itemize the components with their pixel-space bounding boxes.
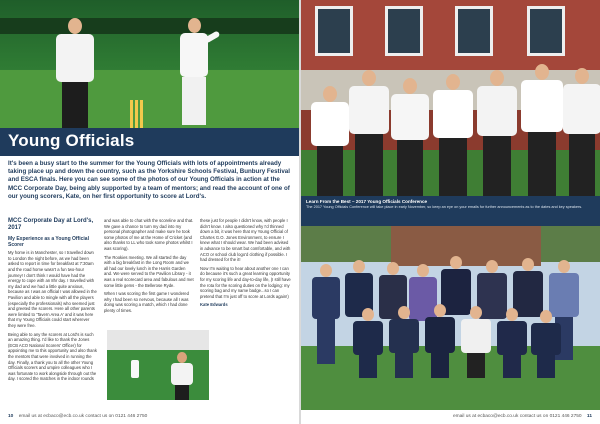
fielder-figure: [131, 360, 139, 378]
article-signature: Kate Edwards: [200, 302, 228, 308]
pavilion-facade: [301, 0, 600, 70]
official-figure: [519, 64, 565, 196]
intro-paragraph: It's been a busy start to the summer for the Young Officials with lots of appointments already taking place up and down the country, such as the Yorkshire Schools Festival, Bunbury Festival and ESCA finals. Here you can see some of the photos of our Young Officials in action at the MCC Corporate Day, being ably supported by a team of mentors; and read the account of one of our young scorers, Kate, on her first opportunity to score at Lord's.: [8, 160, 290, 200]
young-official-figure: [531, 310, 561, 378]
young-official-figure: [169, 352, 195, 400]
official-figure: [347, 70, 391, 196]
section-title-bar: [0, 128, 299, 156]
article-column-1: [8, 218, 98, 385]
advertising-boards: [0, 18, 299, 34]
lords-young-official-photo: [107, 330, 209, 400]
conference-caption-bar: [301, 196, 600, 226]
stand: [107, 330, 209, 350]
umpire-figure: [52, 12, 98, 128]
article-column-2: [104, 218, 194, 317]
mentor-figure: [311, 264, 341, 364]
footer-contact: email us at ecbaco@ecb.co.uk contact us on 0121 446 2750: [452, 414, 582, 419]
article-paragraph: and was able to chat with the scoreline and that. We gave a chance to turn my dad into my personal photographer and make sure he took some photos of me at the Home of Cricket (and also thanks to LL who took some photos whilst I was scoring).: [104, 218, 194, 251]
young-official-figure: [353, 308, 383, 378]
article-paragraph: Now I'm waiting to hear about another one I can do because it's such a great learning opportunity for my scoring life and day-to-day life, (I still have the rota for the scoring duties on the lodging: my scoring bag and my name badge...so I can pretend that I'm just off to score at Lords again!): [200, 265, 291, 299]
official-figure: [475, 70, 519, 196]
footer-contact: email us at ecbaco@ecb.co.uk contact us on 0121 446 2750: [18, 414, 148, 419]
article-heading: MCC Corporate Day at Lord's, 2017: [8, 218, 94, 232]
young-officials-group-photo: [301, 0, 600, 196]
page-number: 11: [586, 414, 592, 419]
article-column-3: [200, 218, 292, 311]
official-figure: [563, 68, 600, 196]
article-paragraph: When I was scoring the first game I wondered why I had been so nervous, because all I was doing was scoring a match, which I had done plenty of times.: [104, 291, 189, 313]
article-paragraph: The Rookies meeting. We all started the day with a big breakfast in the Long Room and we all had our lovely lunch in the Harris Garden and. We were served to the Pavilion Library - it was a real scorecard area and fabulous and met some little gems - the Bellerose Ryde.: [104, 254, 194, 288]
caption-title: Learn From the Best – 2017 Young Officials Conference: [306, 199, 428, 204]
mentors-group-photo: [301, 226, 600, 410]
official-figure: [309, 86, 351, 196]
stumps: [130, 100, 144, 128]
left-footer: [8, 410, 147, 424]
young-official-figure: [425, 304, 455, 378]
caption-text: The 2017 Young Officials Conference will take place in early November, so keep an eye on your emails for further announcements as to the dates and key speakers.: [306, 205, 583, 209]
young-official-figure: [497, 308, 527, 378]
section-title: Young Officials: [8, 131, 135, 150]
cricket-action-photo: [0, 0, 299, 128]
grass: [0, 70, 299, 128]
official-figure: [389, 78, 431, 196]
bowler-figure: [170, 14, 220, 128]
article-paragraph: Being able to any the scorers at Lord's is such an amazing thing. I'd like to thank the Jones (ECB ACO National Scorers' Officer) for appointing me to this opportunity and also thank the mentors that were involved in running the day. Finally, a thank you to all the other Young Officials scorers and umpire colleagues who I was fortunate to work alongside through out the day. I scored the matches in the indoor rounds: [8, 331, 97, 382]
right-footer: [453, 410, 592, 424]
young-official-figure: [461, 306, 491, 378]
article-paragraph: My home is in Manchester, so I travelled down to London the night before, as we had been asked to report in time for breakfast at 7:30am and the road home wasn't a fun two-hour journey! I don't think I would have had the energy to cope with an 8hr day. I travelled with my dad and we had a little quite anxious, because as I was an official I was allowed in the Pavilion and able to mingle with all the players (especially the professionals) who seemed just and greeted the scorers. Here all other parents were limited to 'Tavern Area A' and it was here that my Young Officials could start wherever they were free.: [8, 250, 97, 328]
official-figure: [431, 74, 475, 196]
young-official-figure: [389, 306, 419, 378]
article-paragraph: these just for people I didn't know, with people I didn't know. I also questioned why I'd thinned down a bit, it was here that my Young Official of Chartes G.O. Jones Environment, to ensure I knew what I should wear. We had been advised in advance to be smart but comfortable, and with ACO or school club logo'd clothing if possible. I had dressed for the it!: [200, 218, 291, 263]
article-subheading: My Experience as a Young Official Scorer: [8, 235, 89, 249]
page-number: 10: [8, 414, 14, 419]
right-page: [301, 0, 600, 424]
left-page: [0, 0, 299, 424]
